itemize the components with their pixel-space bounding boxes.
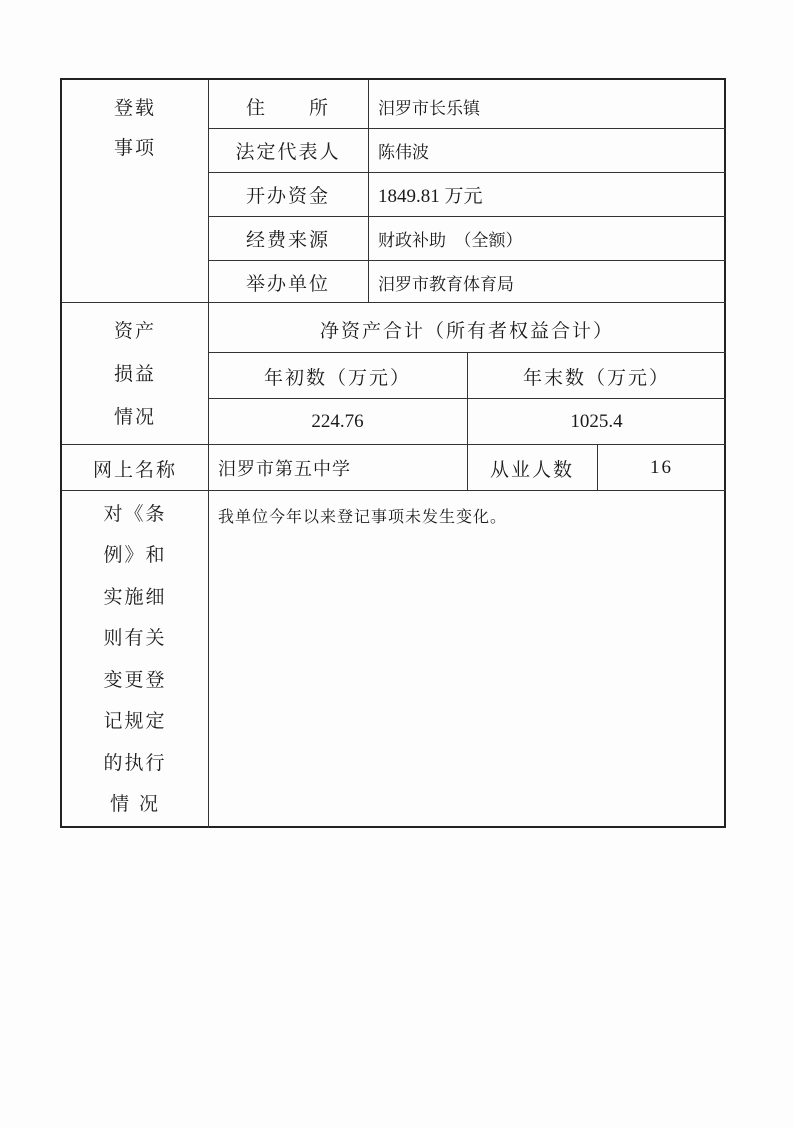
- compliance-label-line-3: 实施细: [103, 585, 167, 608]
- assets-label-line-2: 损益: [113, 363, 156, 385]
- compliance-label-line-1: 对《条: [103, 503, 167, 525]
- online-name-value: 汨罗市第五中学: [218, 459, 351, 480]
- assets-top-line: [62, 302, 726, 303]
- assets-value-line: [208, 398, 726, 399]
- legal-representative-label: 法定代表人: [235, 140, 341, 163]
- year-end-label: 年末数（万元）: [522, 366, 670, 389]
- year-end-value: 1025.4: [570, 411, 623, 432]
- compliance-label-line-5: 变更登: [103, 668, 167, 691]
- compliance-text: 我单位今年以来登记事项未发生变化。: [218, 506, 508, 526]
- compliance-section-label: [62, 494, 208, 824]
- online-name-label: 网上名称: [92, 458, 177, 481]
- start-capital-label: 开办资金: [245, 184, 330, 207]
- report-table: [60, 78, 726, 828]
- staff-count-label: 从业人数: [489, 458, 574, 481]
- registration-label-line-1: 登载: [113, 97, 156, 119]
- year-start-value: 224.76: [311, 411, 364, 432]
- assets-label-line-3: 情况: [113, 406, 156, 428]
- compliance-label-line-4: 则有关: [103, 627, 167, 650]
- compliance-label-line-8: 情 况: [109, 792, 161, 815]
- address-label: 住 所: [245, 96, 330, 119]
- assets-section-label: [62, 310, 208, 438]
- assets-label-line-1: 资产: [113, 320, 156, 342]
- compliance-label-line-6: 记规定: [103, 710, 167, 733]
- online-top-line: [62, 444, 726, 445]
- registration-inner-divider: [368, 80, 369, 302]
- sponsor-label: 举办单位: [245, 272, 330, 295]
- compliance-top-line: [62, 490, 726, 491]
- net-assets-header: 净资产合计（所有者权益合计）: [319, 319, 614, 342]
- funding-source-label: 经费来源: [245, 228, 330, 251]
- address-value: 汨罗市长乐镇: [378, 98, 480, 119]
- registration-label-line-2: 事项: [113, 137, 156, 159]
- compliance-label-line-2: 例》和: [103, 544, 167, 567]
- sponsor-value: 汨罗市教育体育局: [378, 274, 514, 295]
- start-capital-value: 1849.81 万元: [378, 185, 483, 207]
- funding-source-value: 财政补助 （全额）: [378, 230, 523, 251]
- registration-section-label: [62, 88, 208, 168]
- legal-representative-value: 陈伟波: [378, 142, 429, 163]
- year-start-label: 年初数（万元）: [263, 366, 411, 389]
- staff-count-value: 16: [650, 457, 673, 478]
- compliance-label-line-7: 的执行: [103, 751, 167, 774]
